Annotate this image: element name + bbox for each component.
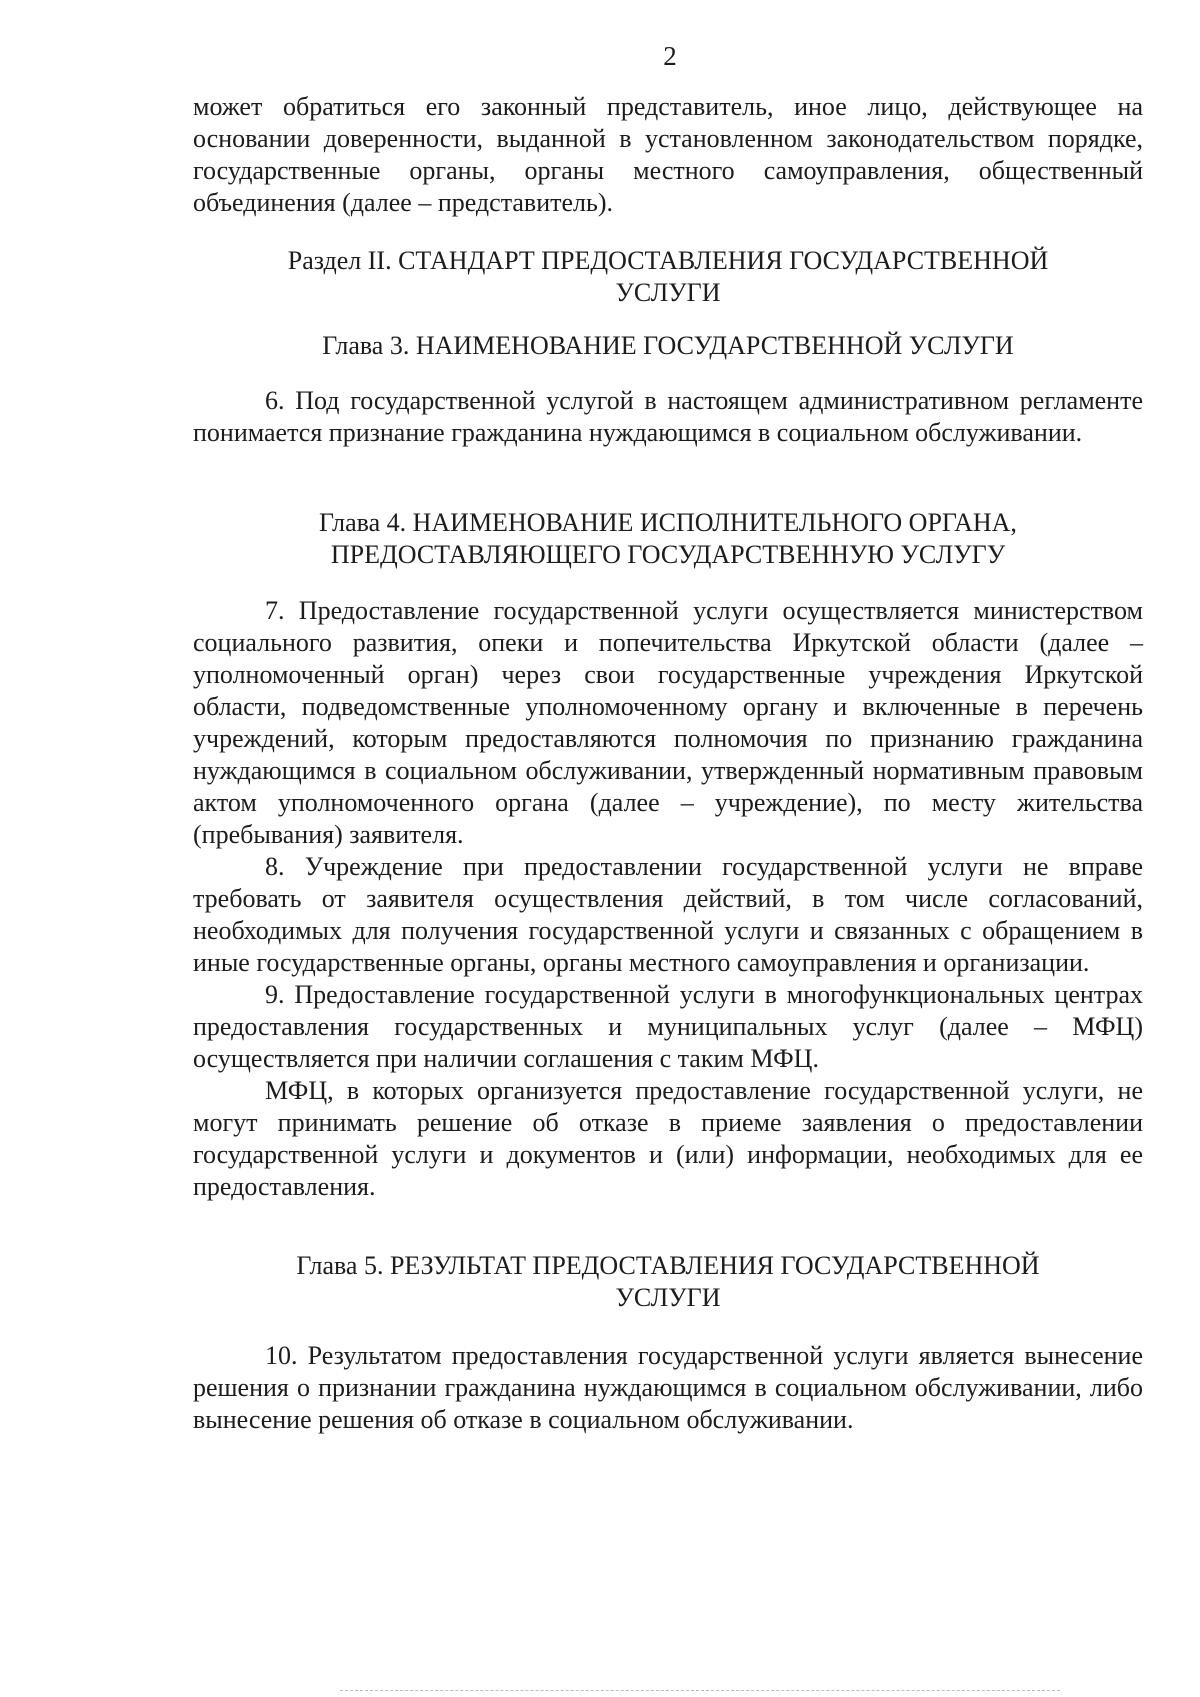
paragraph-9-continued: МФЦ, в которых организуется предоставление государственной услуги, не могут принимать решение об отказе в приеме заявления о предоставлении государственной услуги и документов и (или) информации, необходимых для ее предоставления. bbox=[193, 1076, 1143, 1201]
chapter-3-heading: Глава 3. НАИМЕНОВАНИЕ ГОСУДАРСТВЕННОЙ УСЛУГИ bbox=[322, 331, 1014, 360]
chapter-5-heading-line1: Глава 5. РЕЗУЛЬТАТ ПРЕДОСТАВЛЕНИЯ ГОСУДАРСТВЕННОЙ bbox=[296, 1251, 1040, 1280]
paragraph-8: 8. Учреждение при предоставлении государственной услуги не вправе требовать от заявителя осуществления действий, в том числе согласований, необходимых для получения государственной услуги и связанных с обращением в иные государственные органы, органы местного самоуправления и организации. bbox=[193, 852, 1143, 977]
scan-bottom-edge bbox=[340, 1690, 1060, 1691]
section-2-heading bbox=[193, 245, 1143, 309]
paragraph-10: 10. Результатом предоставления государственной услуги является вынесение решения о признании гражданина нуждающимся в социальном обслуживании, либо вынесение решения об отказе в социальном обслуживании. bbox=[193, 1341, 1143, 1434]
chapter-4-heading-line1: Глава 4. НАИМЕНОВАНИЕ ИСПОЛНИТЕЛЬНОГО ОРГАНА, bbox=[319, 508, 1017, 537]
page-number: 2 bbox=[663, 41, 677, 71]
chapter-4-heading-line2: ПРЕДОСТАВЛЯЮЩЕГО ГОСУДАРСТВЕННУЮ УСЛУГУ bbox=[330, 540, 1006, 569]
chapter-4-body bbox=[193, 595, 1143, 1203]
chapter-4-heading bbox=[193, 507, 1143, 571]
paragraph-7: 7. Предоставление государственной услуги осуществляется министерством социального развития, опеки и попечительства Иркутской области (далее – уполномоченный орган) через свои государственные учреждения Иркутской области, подведомственные уполномоченному органу и включенные в перечень учреждений, которым предоставляются полномочия по признанию гражданина нуждающимся в социальном обслуживании, утвержденный нормативным правовым актом уполномоченного органа (далее – учреждение), по месту жительства (пребывания) заявителя. bbox=[193, 596, 1143, 849]
intro-paragraph-block bbox=[193, 91, 1143, 219]
section-2-heading-line1: Раздел II. СТАНДАРТ ПРЕДОСТАВЛЕНИЯ ГОСУДАРСТВЕННОЙ bbox=[287, 246, 1049, 275]
chapter-5-body bbox=[193, 1340, 1143, 1436]
chapter-5-heading-line2: УСЛУГИ bbox=[615, 1283, 721, 1312]
chapter-3-body bbox=[193, 385, 1143, 449]
paragraph-6: 6. Под государственной услугой в настоящем административном регламенте понимается признание гражданина нуждающимся в социальном обслуживании. bbox=[193, 386, 1143, 447]
chapter-5-heading bbox=[193, 1250, 1143, 1314]
intro-paragraph: может обратиться его законный представитель, иное лицо, действующее на основании доверенности, выданной в установленном законодательством порядке, государственные органы, органы местного самоуправления, общественный объединения (далее – представитель). bbox=[193, 92, 1143, 217]
paragraph-9: 9. Предоставление государственной услуги в многофункциональных центрах предоставления государственных и муниципальных услуг (далее – МФЦ) осуществляется при наличии соглашения с таким МФЦ. bbox=[193, 980, 1143, 1073]
section-2-heading-line2: УСЛУГИ bbox=[615, 278, 721, 307]
